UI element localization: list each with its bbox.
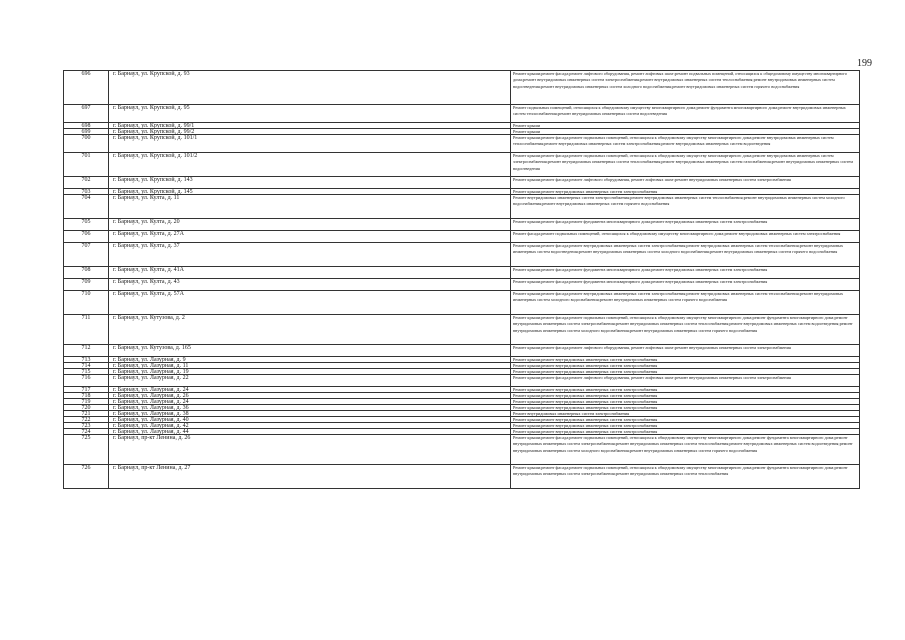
- row-address: г. Барнаул, ул. Крупской, д. 93: [109, 71, 511, 105]
- row-number: 723: [64, 423, 109, 429]
- row-works: Ремонт крыши;ремонт фасада;ремонт лифтового оборудования, ремонт лифтовых шахт;ремонт внутридомовых инженерных систем электроснабжения: [511, 177, 860, 189]
- row-works: Ремонт крыши;ремонт внутридомовых инженерных систем электроснабжения: [511, 363, 860, 369]
- table-row: [64, 267, 860, 279]
- row-address: г. Барнаул, ул. Лазурная, д. 11: [109, 363, 511, 369]
- table-row: [64, 291, 860, 315]
- row-address: г. Барнаул, ул. Култа, д. 37: [109, 243, 511, 267]
- row-works: Ремонт крыши;ремонт внутридомовых инженерных систем электроснабжения: [511, 393, 860, 399]
- row-number: 722: [64, 417, 109, 423]
- row-works: Ремонт крыши: [511, 129, 860, 135]
- row-address: г. Барнаул, ул. Лазурная, д. 40: [109, 417, 511, 423]
- row-number: 701: [64, 153, 109, 177]
- row-works: Ремонт крыши;ремонт внутридомовых инженерных систем электроснабжения: [511, 429, 860, 435]
- row-number: 714: [64, 363, 109, 369]
- row-number: 706: [64, 231, 109, 243]
- row-address: г. Барнаул, ул. Лазурная, д. 38: [109, 411, 511, 417]
- row-number: 704: [64, 195, 109, 219]
- row-number: 718: [64, 393, 109, 399]
- row-address: г. Барнаул, ул. Лазурная, д. 24: [109, 399, 511, 405]
- row-works: Ремонт фасада;ремонт подвальных помещений, относящихся к общедомовому имуществу многоквартирного дома;ремонт внутридомовых инженерных систем электроснабжения: [511, 231, 860, 243]
- row-address: г. Барнаул, ул. Лазурная, д. 9: [109, 357, 511, 363]
- row-number: 719: [64, 399, 109, 405]
- row-address: г. Барнаул, ул. Крупской, д. 101/2: [109, 153, 511, 177]
- row-number: 720: [64, 405, 109, 411]
- row-works: Ремонт крыши;ремонт внутридомовых инженерных систем электроснабжения: [511, 405, 860, 411]
- row-works: Ремонт крыши;ремонт фасада;ремонт лифтового оборудования, ремонт лифтовых шахт;ремонт подвальных помещений, относящихся к общедомовому имуществу многоквартирного дома;ремонт внутридомовых инженерных систем электроснабжения;ремонт внутридомовых инженерных систем теплоснабжения;ремонт внутридомовых инженерных систем водоотведения;ремонт внутридомовых инженерных систем холодного водоснабжения;ремонт внутридомовых инженерных систем горячего водоснабжения: [511, 71, 860, 105]
- row-number: 708: [64, 267, 109, 279]
- row-address: г. Барнаул, ул. Кутузова, д. 2: [109, 315, 511, 345]
- row-works: Ремонт крыши;ремонт фасада;ремонт внутридомовых инженерных систем электроснабжения;ремонт внутридомовых инженерных систем теплоснабжения;ремонт внутридомовых инженерных систем водоотведения;ремонт внутридомовых инженерных систем холодного водоснабжения;ремонт внутридомовых инженерных систем горячего водоснабжения: [511, 243, 860, 267]
- row-address: г. Барнаул, ул. Лазурная, д. 36: [109, 405, 511, 411]
- row-works: Ремонт крыши;ремонт фасада;ремонт внутридомовых инженерных систем электроснабжения;ремонт внутридомовых инженерных систем теплоснабжения;ремонт внутридомовых инженерных систем холодного водоснабжения;ремонт внутридомовых инженерных систем горячего водоснабжения: [511, 291, 860, 315]
- row-number: 717: [64, 387, 109, 393]
- row-address: г. Барнаул, ул. Култа, д. 20: [109, 219, 511, 231]
- row-address: г. Барнаул, ул. Култа, д. 11: [109, 195, 511, 219]
- row-works: Ремонт крыши;ремонт фасада;ремонт лифтового оборудования, ремонт лифтовых шахт;ремонт внутридомовых инженерных систем электроснабжения: [511, 375, 860, 387]
- row-number: 713: [64, 357, 109, 363]
- row-address: г. Барнаул, пр-кт Ленина, д. 27: [109, 465, 511, 489]
- row-works: Ремонт крыши;ремонт фасада;ремонт лифтового оборудования, ремонт лифтовых шахт;ремонт внутридомовых инженерных систем электроснабжения: [511, 345, 860, 357]
- table-row: [64, 435, 860, 465]
- row-address: г. Барнаул, ул. Култа, д. 57А: [109, 291, 511, 315]
- table-row: [64, 375, 860, 387]
- row-address: г. Барнаул, ул. Култа, д. 43: [109, 279, 511, 291]
- row-works: Ремонт крыши;ремонт внутридомовых инженерных систем электроснабжения: [511, 189, 860, 195]
- row-number: 721: [64, 411, 109, 417]
- table-row: [64, 105, 860, 123]
- row-address: г. Барнаул, ул. Крупской, д. 99/2: [109, 129, 511, 135]
- row-works: Ремонт крыши;ремонт фасада;ремонт подвальных помещений, относящихся к общедомовому имуществу многоквартирного дома;ремонт внутридомовых инженерных систем теплоснабжения;ремонт внутридомовых инженерных систем электроснабжения;ремонт внутридомовых инженерных систем водоотведения: [511, 135, 860, 153]
- table-row: [64, 279, 860, 291]
- table-row: [64, 71, 860, 105]
- page-number: 199: [857, 58, 872, 69]
- row-address: г. Барнаул, ул. Лазурная, д. 19: [109, 369, 511, 375]
- row-works: Ремонт крыши;ремонт фасада;ремонт фундамента многоквартирного дома;ремонт внутридомовых инженерных систем электроснабжения: [511, 279, 860, 291]
- row-works: Ремонт крыши;ремонт внутридомовых инженерных систем электроснабжения: [511, 423, 860, 429]
- row-works: Ремонт крыши;ремонт фасада;ремонт фундамента многоквартирного дома;ремонт внутридомовых инженерных систем электроснабжения: [511, 267, 860, 279]
- row-number: 703: [64, 189, 109, 195]
- row-number: 715: [64, 369, 109, 375]
- row-works: Ремонт крыши;ремонт фасада;ремонт фундамента многоквартирного дома;ремонт внутридомовых инженерных систем электроснабжения: [511, 219, 860, 231]
- row-works: Ремонт крыши;ремонт фасада;ремонт подвальных помещений, относящихся к общедомовому имуществу многоквартирного дома;ремонт фундамента многоквартирного дома;ремонт внутридомовых инженерных систем электроснабжения;ремонт внутридомовых инженерных систем теплоснабжения;ремонт внутридомовых инженерных систем водоотведения;ремонт внутридомовых инженерных систем холодного водоснабжения;ремонт внутридомовых инженерных систем горячего водоснабжения: [511, 435, 860, 465]
- repair-table-body: [64, 71, 860, 489]
- row-number: 696: [64, 71, 109, 105]
- row-number: 700: [64, 135, 109, 153]
- row-works: Ремонт крыши;ремонт внутридомовых инженерных систем электроснабжения: [511, 387, 860, 393]
- row-works: Ремонт внутридомовых инженерных систем электроснабжения: [511, 411, 860, 417]
- row-number: 725: [64, 435, 109, 465]
- row-address: г. Барнаул, ул. Лазурная, д. 22: [109, 375, 511, 387]
- row-address: г. Барнаул, ул. Крупской, д. 95: [109, 105, 511, 123]
- row-address: г. Барнаул, ул. Крупской, д. 145: [109, 189, 511, 195]
- row-works: Ремонт крыши;ремонт фасада;ремонт подвальных помещений, относящихся к общедомовому имуществу многоквартирного дома;ремонт внутридомовых инженерных систем электроснабжения;ремонт внутридомовых инженерных систем теплоснабжения;ремонт внутридомовых инженерных систем газоснабжения;ремонт внутридомовых инженерных систем водоотведения: [511, 153, 860, 177]
- row-number: 702: [64, 177, 109, 189]
- row-address: г. Барнаул, ул. Култа, д. 27А: [109, 231, 511, 243]
- row-number: 726: [64, 465, 109, 489]
- row-address: г. Барнаул, ул. Лазурная, д. 26: [109, 393, 511, 399]
- row-address: г. Барнаул, ул. Лазурная, д. 24: [109, 387, 511, 393]
- row-works: Ремонт крыши;ремонт внутридомовых инженерных систем электроснабжения: [511, 399, 860, 405]
- row-works: Ремонт крыши;ремонт фасада;ремонт подвальных помещений, относящихся к общедомовому имуществу многоквартирного дома;ремонт фундамента многоквартирного дома;ремонт внутридомовых инженерных систем электроснабжения;ремонт внутридомовых инженерных систем теплоснабжения;ремонт внутридомовых инженерных систем водоотведения;ремонт внутридомовых инженерных систем холодного водоснабжения;ремонт внутридомовых инженерных систем горячего водоснабжения: [511, 315, 860, 345]
- table-row: [64, 345, 860, 357]
- row-works: Ремонт крыши;ремонт внутридомовых инженерных систем электроснабжения: [511, 369, 860, 375]
- row-works: Ремонт внутридомовых инженерных систем электроснабжения;ремонт внутридомовых инженерных систем теплоснабжения;ремонт внутридомовых инженерных систем холодного водоснабжения;ремонт внутридомовых инженерных систем горячего водоснабжения: [511, 195, 860, 219]
- row-number: 712: [64, 345, 109, 357]
- table-row: [64, 243, 860, 267]
- row-address: г. Барнаул, пр-кт Ленина, д. 26: [109, 435, 511, 465]
- row-number: 697: [64, 105, 109, 123]
- table-row: [64, 135, 860, 153]
- row-works: Ремонт крыши;ремонт внутридомовых инженерных систем электроснабжения: [511, 357, 860, 363]
- row-address: г. Барнаул, ул. Лазурная, д. 42: [109, 423, 511, 429]
- row-number: 707: [64, 243, 109, 267]
- row-number: 698: [64, 123, 109, 129]
- row-address: г. Барнаул, ул. Крупской, д. 101/1: [109, 135, 511, 153]
- row-address: г. Барнаул, ул. Крупской, д. 99/1: [109, 123, 511, 129]
- row-address: г. Барнаул, ул. Лазурная, д. 44: [109, 429, 511, 435]
- table-row: [64, 315, 860, 345]
- row-works: Ремонт крыши;ремонт внутридомовых инженерных систем электроснабжения: [511, 417, 860, 423]
- row-number: 710: [64, 291, 109, 315]
- row-works: Ремонт крыши;ремонт фасада;ремонт подвальных помещений, относящихся к общедомовому имуществу многоквартирного дома;ремонт фундамента многоквартирного дома;ремонт внутридомовых инженерных систем электроснабжения;ремонт внутридомовых инженерных систем теплоснабжения: [511, 465, 860, 489]
- row-number: 716: [64, 375, 109, 387]
- row-address: г. Барнаул, ул. Крупской, д. 143: [109, 177, 511, 189]
- table-row: [64, 195, 860, 219]
- row-number: 699: [64, 129, 109, 135]
- row-number: 709: [64, 279, 109, 291]
- row-address: г. Барнаул, ул. Кутузова, д. 165: [109, 345, 511, 357]
- table-row: [64, 231, 860, 243]
- table-row: [64, 465, 860, 489]
- table-row: [64, 177, 860, 189]
- row-works: Ремонт крыши: [511, 123, 860, 129]
- row-number: 705: [64, 219, 109, 231]
- table-row: [64, 219, 860, 231]
- repair-table: [63, 70, 860, 489]
- row-number: 711: [64, 315, 109, 345]
- row-address: г. Барнаул, ул. Култа, д. 41А: [109, 267, 511, 279]
- row-works: Ремонт подвальных помещений, относящихся к общедомовому имуществу многоквартирного дома;ремонт фундамента многоквартирного дома;ремонт внутридомовых инженерных систем теплоснабжения;ремонт внутридомовых инженерных систем водоотведения: [511, 105, 860, 123]
- row-number: 724: [64, 429, 109, 435]
- table-row: [64, 153, 860, 177]
